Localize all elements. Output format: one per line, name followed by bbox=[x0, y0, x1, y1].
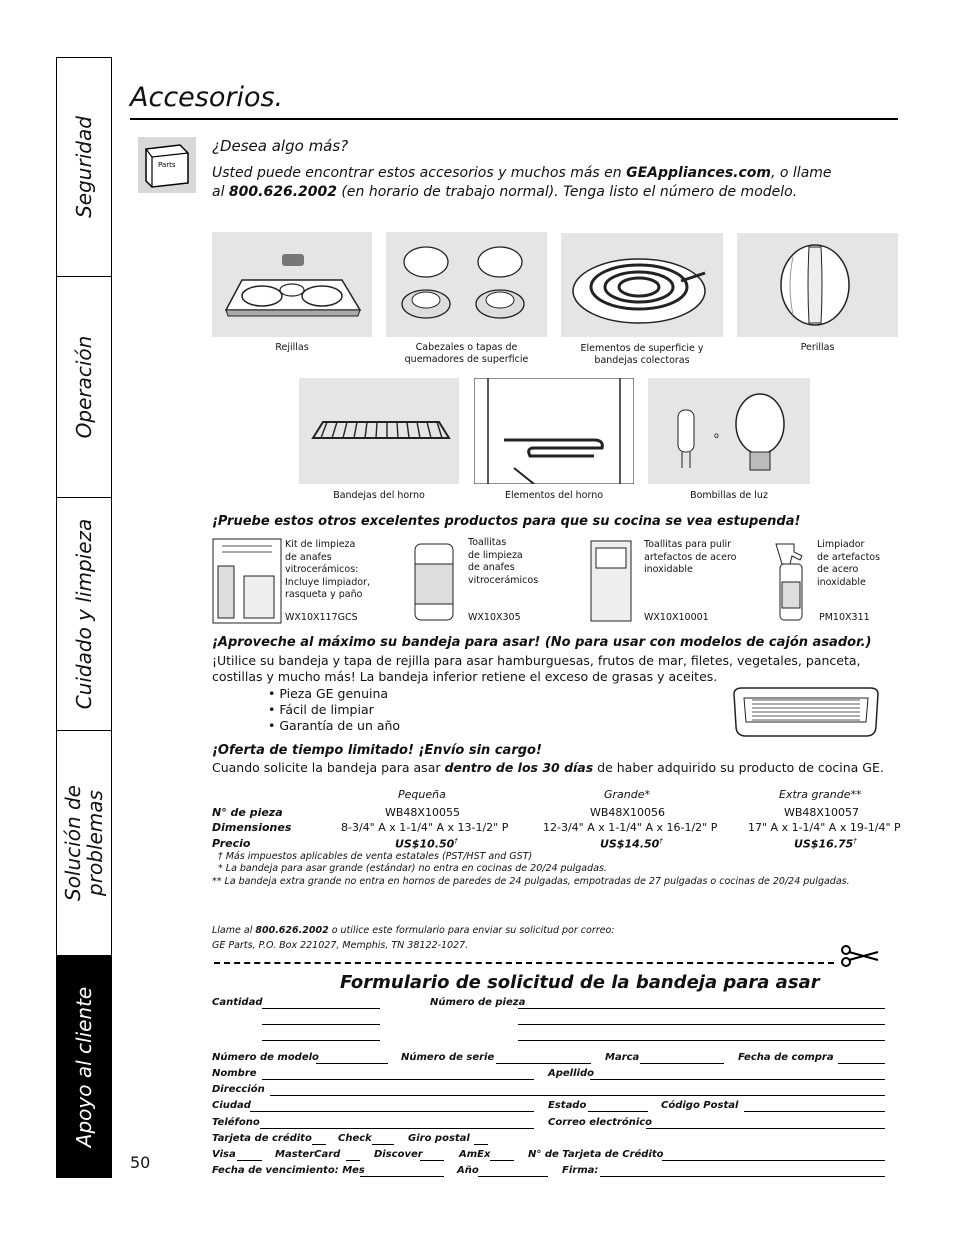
row-label-dimensiones: Dimensiones bbox=[212, 821, 292, 834]
broiler-bullet: • Pieza GE genuina bbox=[268, 686, 389, 701]
knobs-photo bbox=[737, 233, 898, 337]
discover-checkbox[interactable] bbox=[420, 1160, 444, 1161]
last-name-field[interactable] bbox=[590, 1079, 885, 1080]
promo-heading: ¡Pruebe estos otros excelentes productos para que su cocina se vea estupenda! bbox=[212, 514, 801, 529]
qty-field-3[interactable] bbox=[262, 1040, 380, 1041]
broiler-bullet: • Fácil de limpiar bbox=[268, 702, 374, 717]
part-grande: WB48X10056 bbox=[590, 806, 665, 819]
tab-seguridad[interactable] bbox=[57, 58, 111, 277]
size-header-grande: Grande* bbox=[604, 788, 651, 801]
city-field[interactable] bbox=[250, 1111, 534, 1112]
money-order-checkbox[interactable] bbox=[474, 1144, 488, 1145]
label-mastercard: MasterCard bbox=[275, 1149, 341, 1160]
part-field-2[interactable] bbox=[518, 1024, 885, 1025]
page-title: Accesorios. bbox=[130, 82, 284, 113]
section-tabs bbox=[56, 57, 112, 1178]
price-extra: US$16.75† bbox=[794, 837, 857, 851]
broiler-bullet: • Garantía de un año bbox=[268, 718, 401, 733]
price-pequena: US$10.50† bbox=[395, 837, 458, 851]
footnote-extra-large: ** La bandeja extra grande no entra en hornos de paredes de 24 pulgadas, empotradas de 27 pulgadas o cocinas de 20/24 pulgadas. bbox=[212, 876, 850, 887]
dims-grande: 12-3/4" A x 1-1/4" A x 16-1/2" P bbox=[543, 821, 718, 834]
label-nombre: Nombre bbox=[212, 1068, 257, 1079]
caption-elementos-horno: Elementos del horno bbox=[504, 490, 604, 501]
grates-photo bbox=[212, 232, 372, 337]
mastercard-checkbox[interactable] bbox=[346, 1160, 360, 1161]
label-cantidad: Cantidad bbox=[212, 997, 263, 1008]
website-link[interactable]: GEAppliances.com bbox=[626, 165, 771, 181]
footnote-large: * La bandeja para asar grande (estándar) no entra en cocinas de 20/24 pulgadas. bbox=[218, 863, 607, 874]
amex-checkbox[interactable] bbox=[490, 1160, 514, 1161]
exp-year-field[interactable] bbox=[478, 1176, 548, 1177]
label-marca: Marca bbox=[605, 1052, 640, 1063]
offer-heading: ¡Oferta de tiempo limitado! ¡Envío sin cargo! bbox=[212, 743, 542, 758]
label-amex: AmEx bbox=[459, 1149, 491, 1160]
product-desc-ss-cleaner: Limpiador de artefactos de acero inoxidable bbox=[817, 539, 881, 588]
first-name-field[interactable] bbox=[262, 1079, 534, 1080]
tab-label: Solución de problemas bbox=[61, 785, 107, 901]
cerama-bryte-wipes-image bbox=[412, 538, 456, 624]
label-modelo: Número de modelo bbox=[212, 1052, 319, 1063]
purchase-date-field[interactable] bbox=[838, 1063, 885, 1064]
footnote-tax: † Más impuestos aplicables de venta estatales (PST/HST and GST) bbox=[218, 851, 533, 862]
part-pequena: WB48X10055 bbox=[385, 806, 460, 819]
tab-cuidado[interactable] bbox=[57, 498, 111, 731]
size-header-extra: Extra grande** bbox=[779, 788, 862, 801]
address-field[interactable] bbox=[270, 1095, 885, 1096]
check-checkbox[interactable] bbox=[372, 1144, 394, 1145]
stainless-wipes-image bbox=[588, 538, 634, 624]
label-direccion: Dirección bbox=[212, 1084, 265, 1095]
intro-question: ¿Desea algo más? bbox=[212, 137, 349, 155]
caption-perillas: Perillas bbox=[800, 342, 835, 353]
tab-label: Apoyo al cliente bbox=[72, 986, 96, 1147]
email-field[interactable] bbox=[646, 1128, 885, 1129]
product-code-wipes: WX10X305 bbox=[468, 612, 521, 623]
exp-month-field[interactable] bbox=[360, 1176, 444, 1177]
product-code-ss-wipes: WX10X10001 bbox=[644, 612, 709, 623]
size-header-pequena: Pequeña bbox=[398, 788, 446, 801]
cut-line bbox=[214, 962, 834, 964]
label-ano: Año bbox=[457, 1165, 479, 1176]
parts-label: Parts bbox=[158, 161, 176, 169]
phone-number: 800.626.2002 bbox=[228, 184, 337, 200]
broiler-heading: ¡Aproveche al máximo su bandeja para asar! (No para usar con modelos de cajón asador.) bbox=[212, 635, 872, 650]
product-desc-kit: Kit de limpieza de anafes vitrocerámicos: Incluye limpiador, rasqueta y paño bbox=[285, 539, 370, 600]
label-firma: Firma: bbox=[562, 1165, 599, 1176]
tab-label: Cuidado y limpieza bbox=[72, 518, 96, 710]
tab-label: Operación bbox=[72, 335, 96, 439]
light-bulbs-photo bbox=[648, 378, 810, 484]
label-correo: Correo electrónico bbox=[548, 1117, 653, 1128]
oven-elements-photo bbox=[474, 378, 634, 484]
label-giro: Giro postal bbox=[408, 1133, 470, 1144]
dims-extra: 17" A x 1-1/4" A x 19-1/4" P bbox=[748, 821, 901, 834]
tab-operacion[interactable] bbox=[57, 277, 111, 498]
caption-elementos-superficie: Elementos de superficie y bandejas colectoras bbox=[580, 343, 704, 366]
page-number: 50 bbox=[130, 1153, 151, 1172]
label-ciudad: Ciudad bbox=[212, 1100, 251, 1111]
qty-field-1[interactable] bbox=[262, 1008, 380, 1009]
broiler-text-2: costillas y mucho más! La bandeja inferior retiene el exceso de grasas y aceites. bbox=[212, 669, 718, 684]
scissors-icon bbox=[838, 944, 882, 968]
label-apellido: Apellido bbox=[548, 1068, 594, 1079]
form-title: Formulario de solicitud de la bandeja para asar bbox=[340, 972, 820, 993]
tab-label: Seguridad bbox=[72, 116, 96, 218]
caption-rejillas: Rejillas bbox=[275, 342, 309, 353]
part-field-1[interactable] bbox=[518, 1008, 885, 1009]
label-discover: Discover bbox=[374, 1149, 423, 1160]
visa-checkbox[interactable] bbox=[237, 1160, 262, 1161]
model-field[interactable] bbox=[316, 1063, 388, 1064]
label-estado: Estado bbox=[548, 1100, 587, 1111]
label-vencimiento: Fecha de vencimiento: Mes bbox=[212, 1165, 365, 1176]
card-number-field[interactable] bbox=[662, 1160, 885, 1161]
caption-bandejas: Bandejas del horno bbox=[333, 490, 425, 501]
label-visa: Visa bbox=[212, 1149, 236, 1160]
part-field-3[interactable] bbox=[518, 1040, 885, 1041]
part-extra: WB48X10057 bbox=[784, 806, 859, 819]
row-label-pieza: N° de pieza bbox=[212, 806, 283, 819]
mail-instructions: Llame al 800.626.2002 o utilice este formulario para enviar su solicitud por correo: bbox=[212, 925, 615, 936]
tab-solucion[interactable] bbox=[57, 731, 111, 956]
phone-field[interactable] bbox=[260, 1128, 534, 1129]
parts-box-icon bbox=[138, 137, 196, 193]
product-desc-ss-wipes: Toallitas para pulir artefactos de acero inoxidable bbox=[644, 539, 737, 575]
label-postal: Código Postal bbox=[661, 1100, 739, 1111]
cleaning-kit-image bbox=[212, 538, 282, 624]
row-label-precio: Precio bbox=[212, 837, 251, 850]
signature-field[interactable] bbox=[600, 1176, 885, 1177]
stainless-cleaner-image bbox=[770, 538, 810, 624]
offer-text: Cuando solicite la bandeja para asar dentro de los 30 días de haber adquirido su producto de cocina GE. bbox=[212, 760, 884, 775]
label-check: Check bbox=[338, 1133, 372, 1144]
price-grande: US$14.50† bbox=[600, 837, 663, 851]
intro-text: Usted puede encontrar estos accesorios y muchos más en GEAppliances.com, o llame al 800.626.2002 (en horario de trabajo normal). Tenga listo el número de modelo. bbox=[212, 165, 832, 200]
product-code-kit: WX10X117GCS bbox=[285, 612, 358, 623]
broiler-pan-image bbox=[730, 686, 882, 738]
state-field[interactable] bbox=[588, 1111, 648, 1112]
credit-card-checkbox[interactable] bbox=[312, 1144, 326, 1145]
product-code-ss-cleaner: PM10X311 bbox=[819, 612, 870, 623]
label-telefono: Teléfono bbox=[212, 1117, 260, 1128]
label-serie: Número de serie bbox=[401, 1052, 495, 1063]
dims-pequena: 8-3/4" A x 1-1/4" A x 13-1/2" P bbox=[341, 821, 509, 834]
surface-elements-photo bbox=[561, 233, 723, 337]
caption-cabezales: Cabezales o tapas de quemadores de superficie bbox=[404, 342, 529, 365]
burner-caps-photo bbox=[386, 232, 547, 337]
serial-field[interactable] bbox=[496, 1063, 591, 1064]
qty-field-2[interactable] bbox=[262, 1024, 380, 1025]
label-numero-pieza: Número de pieza bbox=[430, 997, 526, 1008]
tab-apoyo[interactable] bbox=[57, 956, 111, 1177]
product-desc-wipes: Toallitas de limpieza de anafes vitrocerámicos bbox=[468, 537, 539, 586]
postal-code-field[interactable] bbox=[744, 1111, 885, 1112]
oven-racks-photo bbox=[299, 378, 459, 484]
title-rule bbox=[130, 118, 898, 120]
caption-bombillas: Bombillas de luz bbox=[690, 490, 768, 501]
mail-address: GE Parts, P.O. Box 221027, Memphis, TN 38122-1027. bbox=[212, 940, 469, 951]
or-label: o bbox=[714, 431, 719, 440]
label-num-tarjeta: N° de Tarjeta de Crédito bbox=[528, 1149, 664, 1160]
label-fecha-compra: Fecha de compra bbox=[738, 1052, 834, 1063]
brand-field[interactable] bbox=[640, 1063, 724, 1064]
broiler-text-1: ¡Utilice su bandeja y tapa de rejilla para asar hamburguesas, frutos de mar, filetes, vegetales, panceta, bbox=[212, 653, 861, 668]
label-tarjeta: Tarjeta de crédito bbox=[212, 1133, 312, 1144]
